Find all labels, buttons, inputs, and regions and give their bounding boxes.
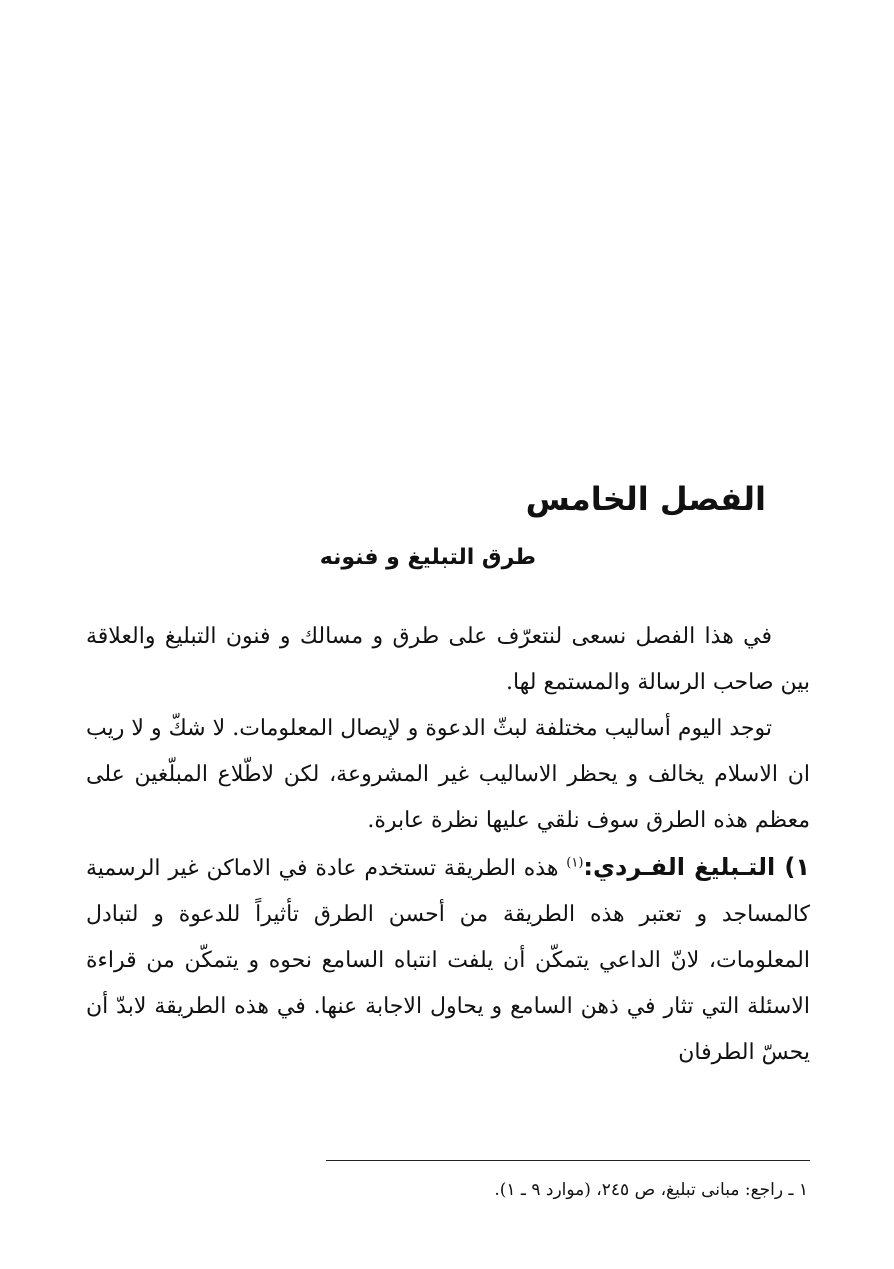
footnote-marker: (١) (566, 855, 584, 871)
chapter-title: الفصل الخامس (525, 480, 766, 518)
paragraph-intro: في هذا الفصل نسعى لنتعرّف على طرق و مسالك و فنون التبليغ والعلاقة بين صاحب الرسالة والمستمع لها. (86, 624, 810, 695)
body-text (86, 614, 810, 1076)
footnote: ١ ـ راجع: مبانى تبليغ، ص ٢٤٥، (موارد ٩ ـ ١). (494, 1180, 808, 1200)
paragraph-individual-tabligh (86, 844, 810, 1076)
section-text-individual: هذه الطريقة تستخدم عادة في الاماكن غير الرسمية كالمساجد و تعتبر هذه الطريقة من أحسن الطرق تأثيراً للدعوة و لتبادل المعلومات، لانّ الداعي يتمكّن أن يلفت انتباه السامع نحوه و يتمكّن من قراءة الاسئلة التي تثار في ذهن السامع و يحاول الاجابة عنها. في هذه الطريقة لابدّ أن يحسّ الطرفان (86, 856, 810, 1065)
footnote-divider (326, 1160, 810, 1161)
section-heading-individual: ١) التـبليغ الفـردي: (583, 853, 810, 881)
paragraph-methods: توجد اليوم أساليب مختلفة لبثّ الدعوة و لإيصال المعلومات. لا شكّ و لا ريب ان الاسلام يخالف و يحظر الاساليب غير المشروعة، لكن لاطّلاع المبلّغين على معظم هذه الطرق سوف نلقي عليها نظرة عابرة. (86, 716, 810, 833)
chapter-subtitle: طرق التبليغ و فنونه (319, 545, 536, 570)
